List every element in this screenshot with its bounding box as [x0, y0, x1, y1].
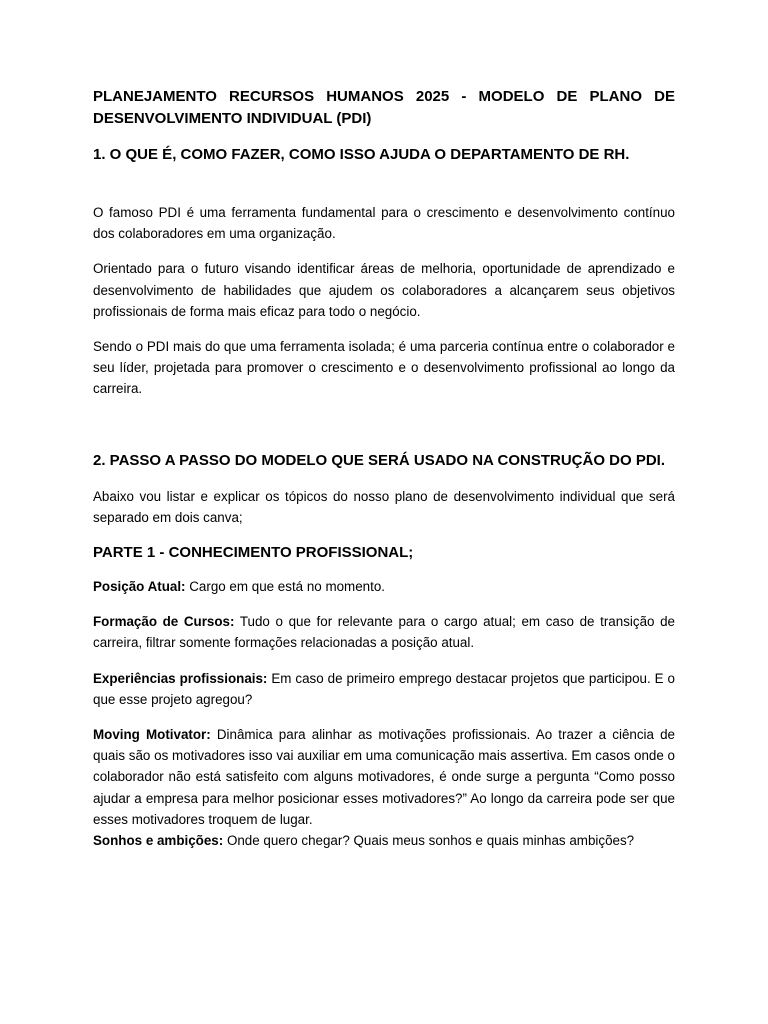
part-1-heading: PARTE 1 - CONHECIMENTO PROFISSIONAL;	[93, 544, 414, 562]
item-label: Sonhos e ambições:	[93, 833, 224, 849]
item-moving-motivator	[93, 724, 675, 830]
section-1-paragraph-2: Orientado para o futuro visando identificar áreas de melhoria, oportunidade de aprendizado e desenvolvimento de habilidades que ajudem os colaboradores a alcançarem seus objetivos profissionais de forma mais eficaz para todo o negócio.	[93, 261, 675, 319]
section-1-paragraph-1: O famoso PDI é uma ferramenta fundamental para o crescimento e desenvolvimento contínuo dos colaboradores em uma organização.	[93, 205, 675, 242]
item-text: Dinâmica para alinhar as motivações profissionais. Ao trazer a ciência de quais são os motivadores isso vai auxiliar em uma comunicação mais assertiva. Em casos onde o colaborador não está satisfeito com alguns motivadores, é onde surge a pergunta “Como posso ajudar a empresa para melhor posicionar esses motivadores?” Ao longo da carreira pode ser que esses motivadores troquem de lugar.	[93, 727, 675, 827]
item-text: Onde quero chegar? Quais meus sonhos e quais minhas ambições?	[223, 833, 635, 849]
section-1-paragraph-3: Sendo o PDI mais do que uma ferramenta isolada; é uma parceria contínua entre o colaborador e seu líder, projetada para promover o crescimento e o desenvolvimento profissional ao longo da carreira.	[93, 339, 675, 397]
section-2-intro: Abaixo vou listar e explicar os tópicos do nosso plano de desenvolvimento individual que será separado em dois canva;	[93, 488, 675, 525]
item-label: Formação de Cursos:	[93, 614, 235, 630]
section-2-heading: 2. PASSO A PASSO DO MODELO QUE SERÁ USADO NA CONSTRUÇÃO DO PDI.	[93, 451, 665, 469]
section-1-heading: 1. O QUE É, COMO FAZER, COMO ISSO AJUDA O DEPARTAMENTO DE RH.	[93, 146, 630, 163]
item-text: Em caso de primeiro emprego destacar projetos que participou. E o que esse projeto agregou?	[93, 670, 675, 707]
item-sonhos-e-ambicoes	[93, 830, 675, 851]
item-posicao-atual	[93, 576, 675, 597]
document-title: PLANEJAMENTO RECURSOS HUMANOS 2025 - MODELO DE PLANO DE DESENVOLVIMENTO INDIVIDUAL (PDI)	[93, 88, 675, 127]
item-text: Tudo o que for relevante para o cargo atual; em caso de transição de carreira, filtrar somente formações relacionadas a posição atual.	[93, 614, 675, 651]
item-label: Experiências profissionais:	[93, 670, 268, 686]
item-formacao-de-cursos	[93, 611, 675, 653]
item-experiencias-profissionais	[93, 668, 675, 710]
item-label: Moving Motivator:	[93, 727, 211, 743]
item-text: Cargo em que está no momento.	[185, 579, 385, 595]
item-label: Posição Atual:	[93, 579, 186, 595]
